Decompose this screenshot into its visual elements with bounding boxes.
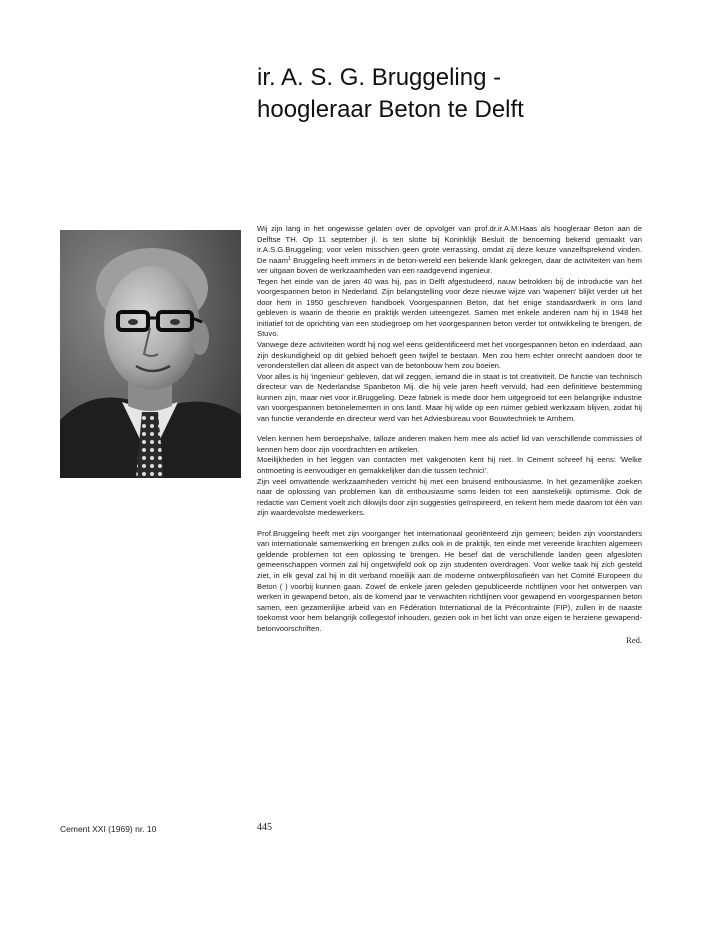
portrait-photo [60,230,241,478]
paragraph-enthusiasm: Zijn veel omvattende werkzaamheden verricht hij met een bruisend enthousiasme. In het gezamenlijke zoeken naar de oplossing van problemen kan dit enthousiasme soms leiden tot een aanstekelijk optimisme. Ook de redactie van Cement voelt zich dikwijls door zijn suggesties geïnspireerd, en rekent hem mede daarom tot één van zijn waardevolste medewerkers. [257,476,642,518]
title-line-2: hoogleraar Beton te Delft [257,96,524,123]
article-body [257,224,642,646]
journal-reference: Cement XXI (1969) nr. 10 [60,824,157,834]
page-number: 445 [257,822,272,833]
paragraph-committees: Velen kennen hem beroepshalve, talloze anderen maken hem mee als actief lid van verschillende commissies of kennen hem door zijn voordrachten en artikelen. [257,434,642,454]
paragraph-international: Prof.Bruggeling heeft met zijn voorganger het internationaal georiënteerd zijn gemeen; beiden zijn voorstanders van internationale samenwerking en brengen zulks ook in de praktijk, ten einde met vereende krachten algemeen geldende problemen tot een oplossing te brengen. He besef dat de verschillende landen geen afgesloten gemeenschappen vormen zal hij ongetwijfeld ook op zijn studenten overdragen. Voor welke taak hij zich gesteld ziet, in elk geval zal hij in dit verband moeilijk aan de moderne ontwerpfilosofieën van het Comité Europeen du Beton ( ) voorbij kunnen gaan. Zowel de enkele jaren geleden gepubliceerde richtlijnen voor het ontwerpen van werken in gewapend beton, als de komend jaar te verwachten richtlijnen voor gewapend en voorgespannen beton samen, een gezamenlijke arbeid van en Fédération International de la Précontrainte (FIP), zullen in de naaste toekomst voor hem belangrijk collegestof inhouden, gezien ook in het licht van onze eigen te herziene gewapend-betonvoorschriften. [257,528,642,633]
paragraph-engineer: Voor alles is hij 'ingenieur' gebleven, dat wil zeggen, iemand die in staat is tot creativiteit. De functie van technisch directeur van de Nederlandse Spanbeton Mij. die hij vele jaren heeft vervuld, had een definitieve bestemming kunnen zijn, maar niet voor ir.Bruggeling. Deze fabriek is mede door hem uitgegroeid tot een belangrijke industrie van voorgespannen betonelementen in ons land. Maar hij wilde op een ruimer gebied werkzaam blijven, zodat hij van functie veranderde en directeur werd van het Adviesbureau voor Bouwtechniek te Arnhem. [257,371,642,423]
paragraph-prestressed: Tegen het einde van de jaren 40 was hij, pas in Delft afgestudeerd, nauw betrokken bij de introductie van het voorgespannen beton in Nederland. Zijn belangstelling voor deze nieuwe wijze van 'wapenen' blijkt verder uit het door hem in 1950 geschreven handboek Voorgespannen Beton, dat het enige standaardwerk in ons land gebleven is waarin de theorie en praktijk werden uiteengezet. Samen met enkele anderen nam hij in 1948 het initiatief tot de oprichting van een studiegroep om het voorgespannen beton verder tot ontwikkeling te brengen, de Stuvo. [257,276,642,339]
paragraph-expertise: Vanwege deze activiteiten wordt hij nog wel eens geïdentificeerd met het voorgespannen beton en inderdaad, aan zijn deskundigheid op dit gebied behoeft geen twijfel te bestaan. Men zou hem echter onrecht aandoen door te veronderstellen dat alleen dit aspect van de betonbouw hem zou boeien. [257,340,642,371]
portrait-photo-icon [60,230,241,478]
article-title [257,62,677,126]
title-line-1: ir. A. S. G. Bruggeling - [257,64,502,91]
paragraph-intro: Wij zijn lang in het ongewisse gelaten over de opvolger van prof.dr.ir.A.M.Haas als hoogleraar Beton aan de Delftse TH. Op 11 september jl. is ten slotte bij Koninklijk Besluit de benoeming bekend gemaakt van ir.A.S.G.Bruggeling; voor velen misschien geen grote verrassing, omdat zij deze keuze vanzelfsprekend vinden. De naam$^1$ Bruggeling heeft immers in de beton-wereld een bekende klank gekregen, daar de activiteiten van hem ver uitgaan boven de werkzaamheden van een raadgevend ingenieur. [257,224,642,276]
paragraph-contacts: Moeilijkheden in het leggen van contacten met vakgenoten kent hij niet. In Cement schreef hij eens: 'Welke ontmoeting is eenvoudiger en gemakkelijker dan die tussen technici'. [257,455,642,476]
signature: Red. [626,635,642,646]
footnote-marker: 1 [288,255,291,262]
